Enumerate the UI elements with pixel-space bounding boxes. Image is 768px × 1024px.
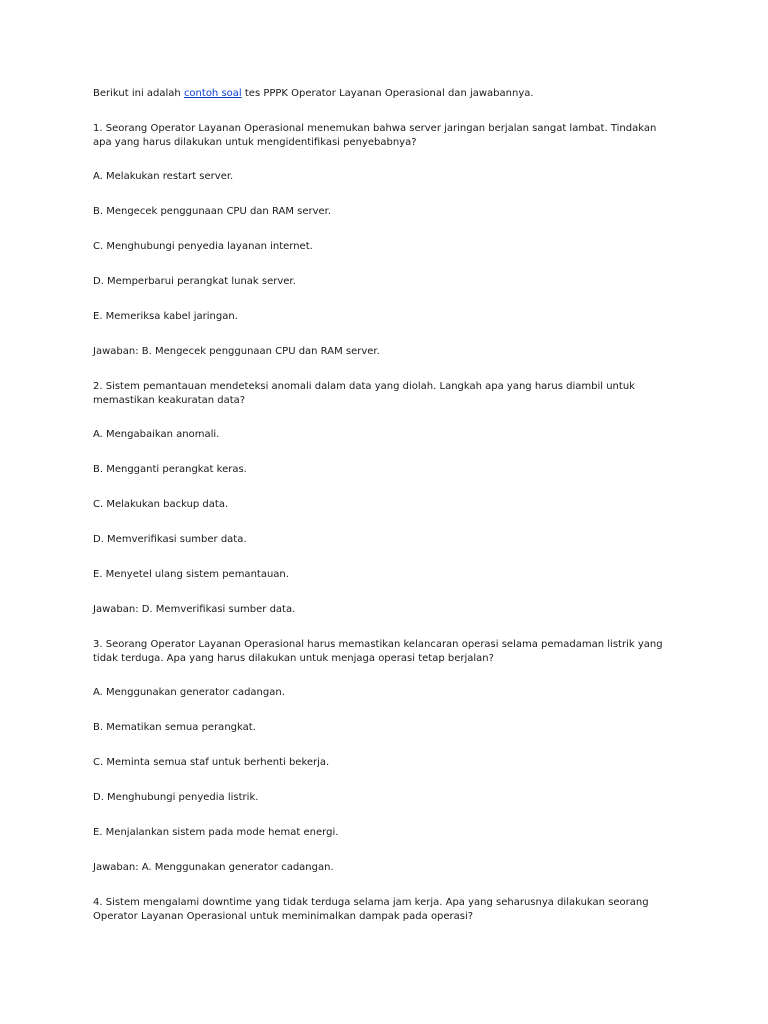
question-3-text: 3. Seorang Operator Layanan Operasional harus memastikan kelancaran operasi selama pemadaman listrik yang tidak terduga. Apa yang harus dilakukan untuk menjaga operasi tetap berjalan? (93, 639, 663, 664)
question-3-option-b: B. Mematikan semua perangkat. (93, 722, 256, 733)
question-3-option-e: E. Menjalankan sistem pada mode hemat energi. (93, 827, 339, 838)
question-1-text: 1. Seorang Operator Layanan Operasional menemukan bahwa server jaringan berjalan sangat lambat. Tindakan apa yang harus dilakukan untuk mengidentifikasi penyebabnya? (93, 123, 657, 148)
question-1-answer: Jawaban: B. Mengecek penggunaan CPU dan RAM server. (93, 346, 380, 357)
question-3-option-d: D. Menghubungi penyedia listrik. (93, 792, 259, 803)
contoh-soal-link[interactable]: contoh soal (183, 88, 242, 99)
question-2-option-c: C. Melakukan backup data. (93, 499, 229, 510)
question-1-option-a: A. Melakukan restart server. (93, 171, 234, 182)
intro-text-after: tes PPPK Operator Layanan Operasional dan jawabannya. (241, 88, 534, 99)
question-2-option-b: B. Mengganti perangkat keras. (93, 464, 247, 475)
question-3-option-a: A. Menggunakan generator cadangan. (93, 687, 285, 698)
question-3-option-c: C. Meminta semua staf untuk berhenti bekerja. (93, 757, 330, 768)
question-3-answer: Jawaban: A. Menggunakan generator cadangan. (93, 862, 334, 873)
question-1-option-d: D. Memperbarui perangkat lunak server. (93, 276, 296, 287)
document-page (93, 87, 673, 944)
question-1-option-e: E. Memeriksa kabel jaringan. (93, 311, 238, 322)
question-2-answer: Jawaban: D. Memverifikasi sumber data. (93, 604, 296, 615)
question-2-option-e: E. Menyetel ulang sistem pemantauan. (93, 569, 289, 580)
question-2-option-d: D. Memverifikasi sumber data. (93, 534, 247, 545)
question-2-option-a: A. Mengabaikan anomali. (93, 429, 220, 440)
question-4-text: 4. Sistem mengalami downtime yang tidak terduga selama jam kerja. Apa yang seharusnya dilakukan seorang Operator Layanan Operasional untuk meminimalkan dampak pada operasi? (93, 897, 649, 922)
question-1-option-c: C. Menghubungi penyedia layanan internet. (93, 241, 313, 252)
question-1-option-b: B. Mengecek penggunaan CPU dan RAM server. (93, 206, 332, 217)
question-2-text: 2. Sistem pemantauan mendeteksi anomali dalam data yang diolah. Langkah apa yang harus diambil untuk memastikan keakuratan data? (93, 381, 635, 406)
intro-text-before: Berikut ini adalah (93, 88, 184, 99)
intro-paragraph (93, 87, 673, 101)
